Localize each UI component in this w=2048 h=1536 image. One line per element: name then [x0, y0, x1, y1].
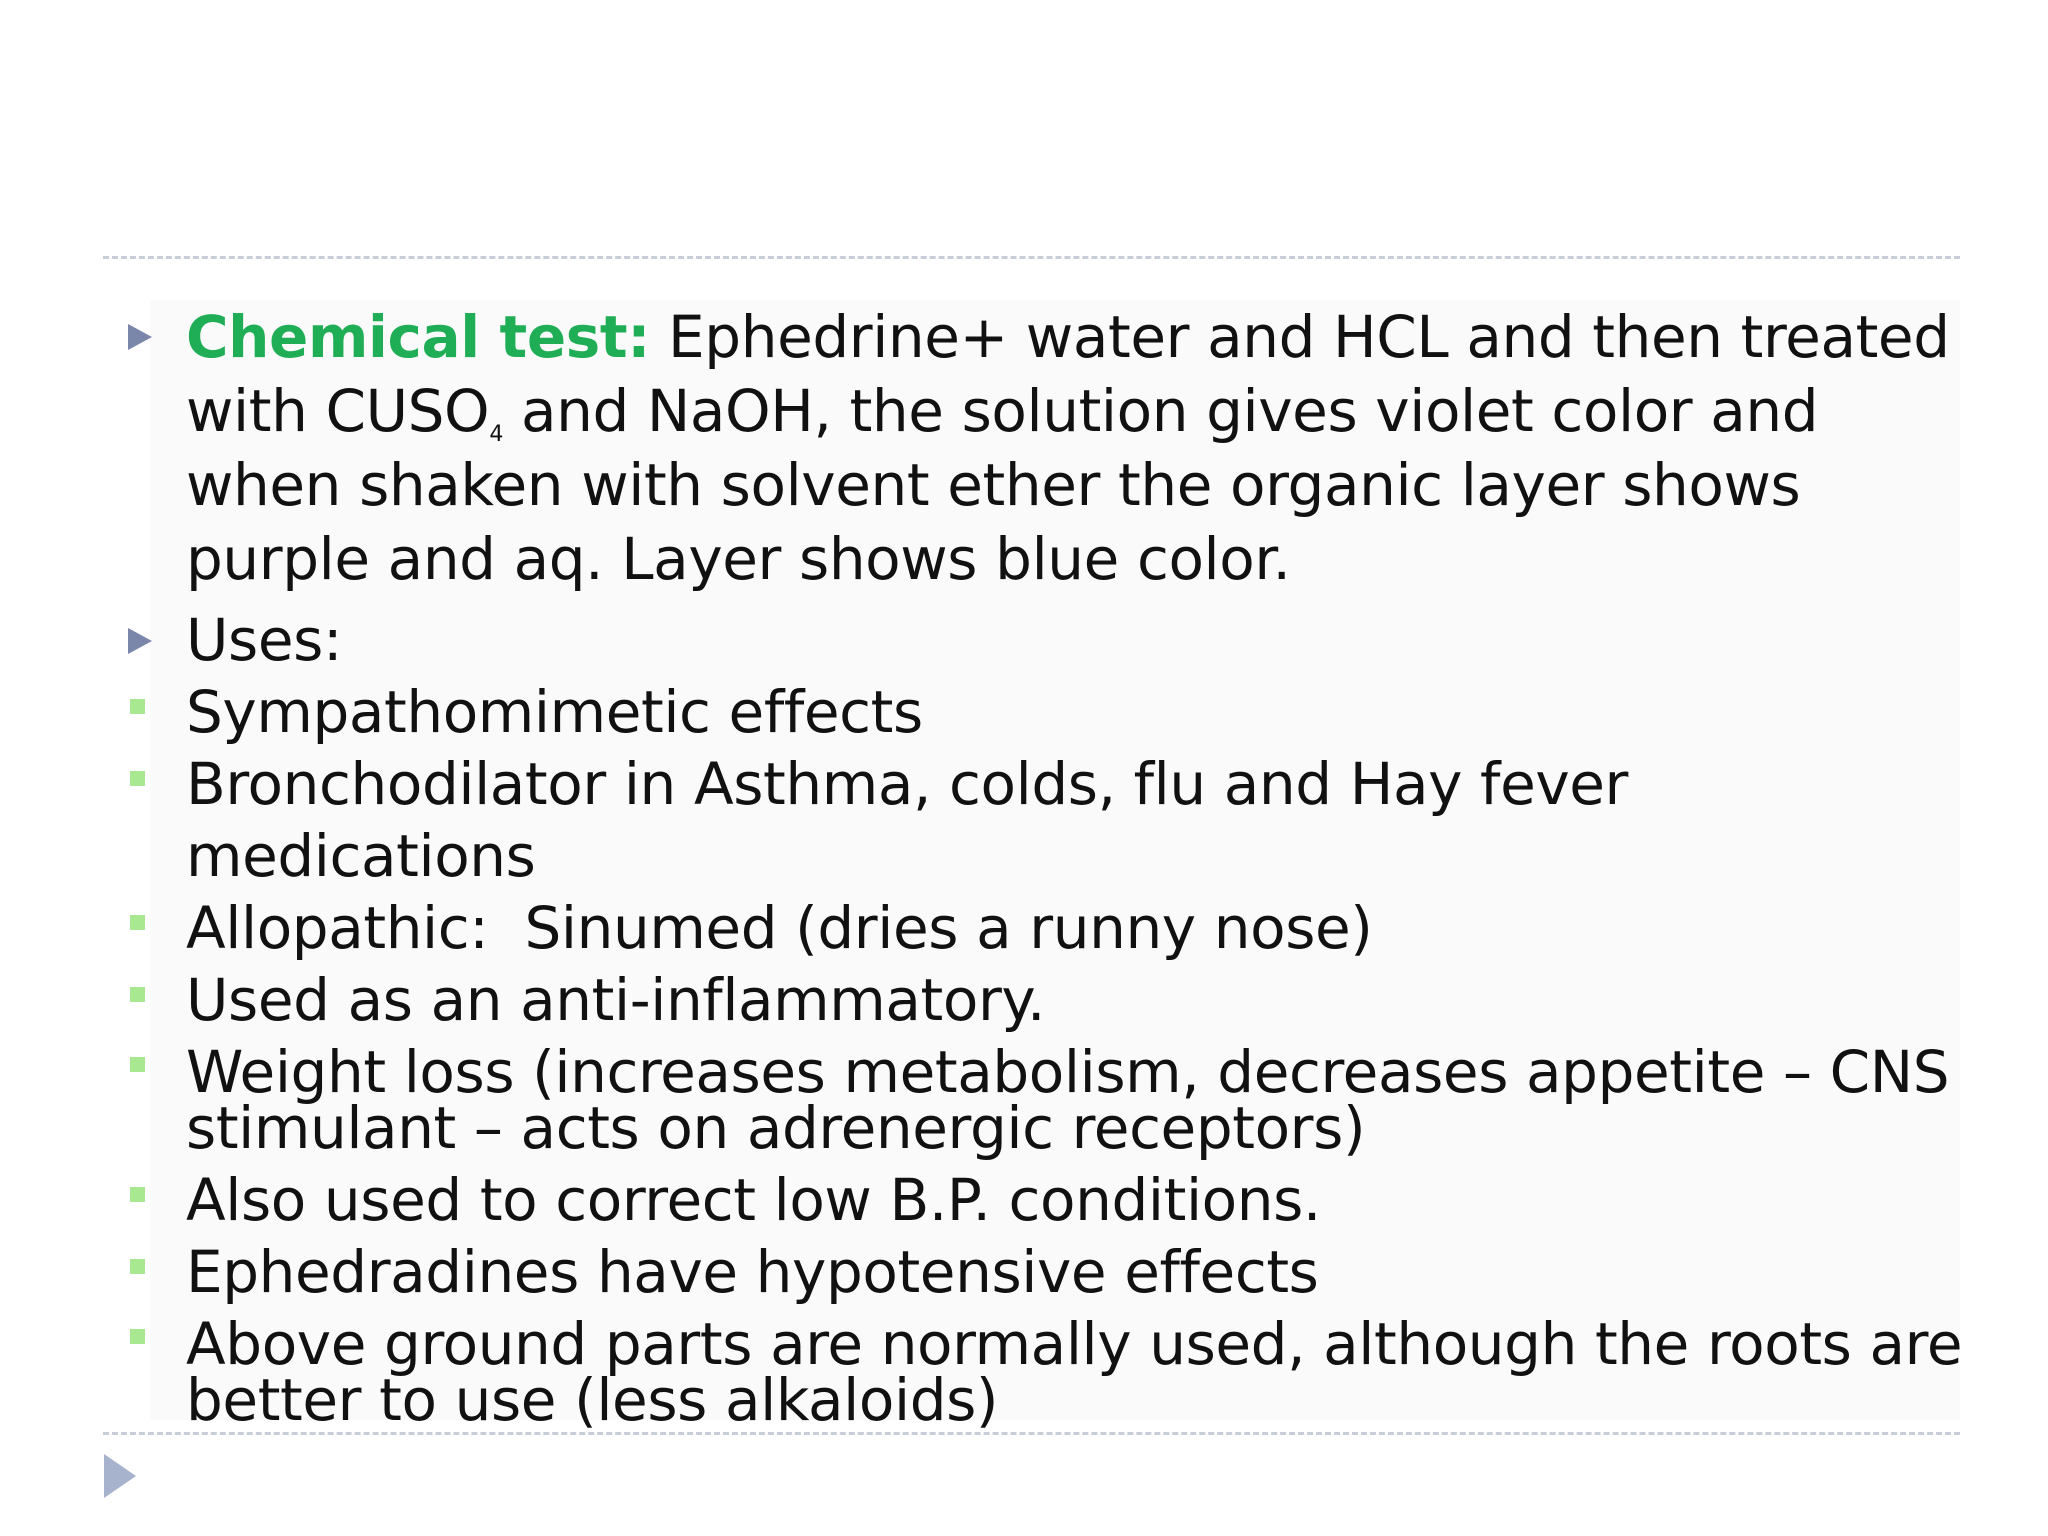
square-bullet-icon	[130, 1187, 145, 1202]
square-bullet-icon	[130, 987, 145, 1002]
square-bullet-icon	[130, 915, 145, 930]
chemical-test-body-1: Ephedrine+ water and HCL and then treated with CUSO	[186, 303, 1950, 445]
triangle-bullet-icon	[128, 628, 152, 654]
bullet-uses	[120, 604, 1980, 676]
list-item-text: Ephedradines have hypotensive effects	[186, 1238, 1319, 1306]
bullet-list	[120, 300, 1980, 1436]
bullet-sympathomimetic	[120, 676, 1980, 748]
bullet-weight-loss	[120, 1036, 1980, 1164]
bullet-bronchodilator	[120, 748, 1980, 892]
square-bullet-icon	[130, 771, 145, 786]
bullet-hypotensive	[120, 1236, 1980, 1308]
top-divider	[103, 256, 1960, 259]
square-bullet-icon	[130, 1057, 145, 1072]
bullet-chemical-test	[120, 300, 1980, 596]
chemical-test-label: Chemical test:	[186, 303, 651, 371]
chemical-test-text	[186, 303, 1950, 593]
triangle-bullet-icon	[128, 324, 152, 350]
bottom-divider	[103, 1432, 1960, 1435]
square-bullet-icon	[130, 699, 145, 714]
list-item-text: Weight loss (increases metabolism, decreases appetite – CNS stimulant – acts on adrenergic receptors)	[186, 1038, 1950, 1162]
list-item-text: Allopathic: Sinumed (dries a runny nose)	[186, 894, 1373, 962]
chemical-test-body-2: and NaOH, the solution gives violet color and when shaken with solvent ether the organic layer shows purple and aq. Layer shows blue color.	[186, 377, 1819, 593]
subscript-4: 4	[489, 422, 503, 447]
next-slide-arrow-icon[interactable]	[104, 1454, 136, 1498]
square-bullet-icon	[130, 1329, 145, 1344]
square-bullet-icon	[130, 1259, 145, 1274]
list-item-text: Used as an anti-inflammatory.	[186, 966, 1046, 1034]
list-item-text: Also used to correct low B.P. conditions.	[186, 1166, 1321, 1234]
bullet-allopathic	[120, 892, 1980, 964]
list-item-text: Bronchodilator in Asthma, colds, flu and Hay fever medications	[186, 750, 1629, 890]
uses-heading: Uses:	[186, 606, 343, 674]
list-item-text: Sympathomimetic effects	[186, 678, 923, 746]
list-item-text: Above ground parts are normally used, although the roots are better to use (less alkaloids)	[186, 1310, 1963, 1434]
bullet-anti-inflammatory	[120, 964, 1980, 1036]
bullet-above-ground	[120, 1308, 1980, 1436]
bullet-low-bp	[120, 1164, 1980, 1236]
